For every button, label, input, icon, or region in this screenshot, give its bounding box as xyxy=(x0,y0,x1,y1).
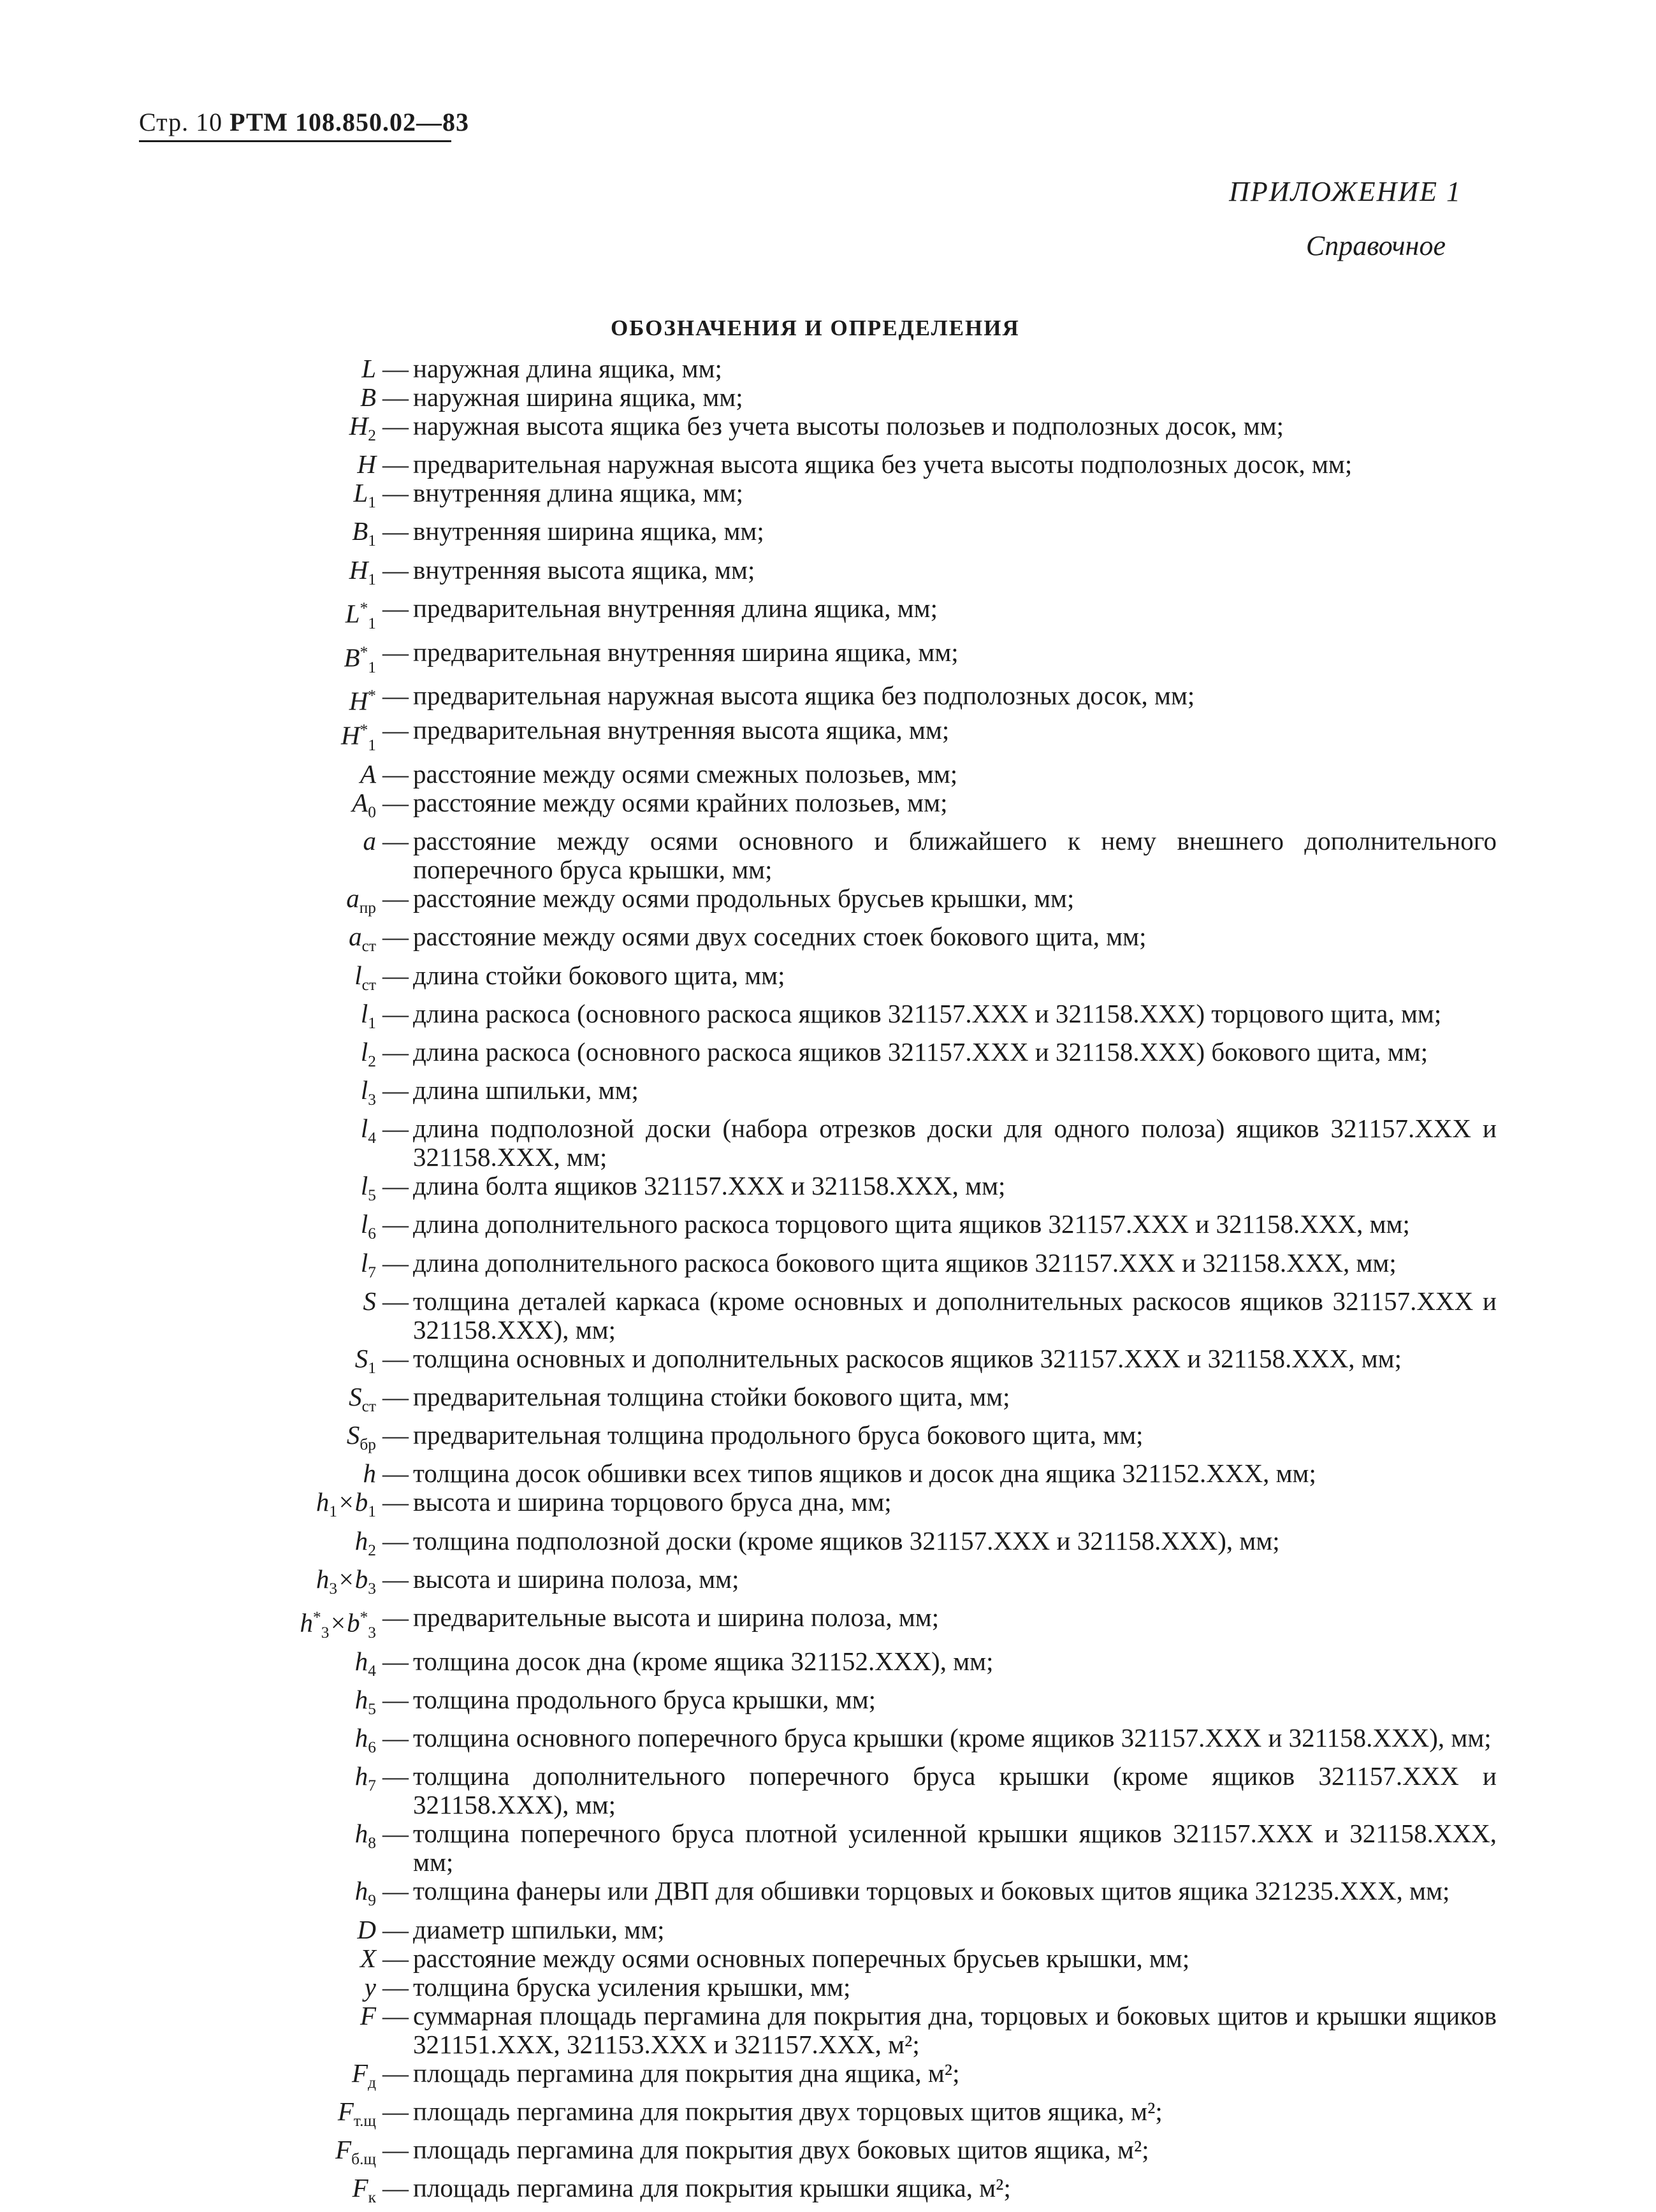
symbol-subscript: 3 xyxy=(329,1579,338,1597)
symbol: $h_6$ xyxy=(354,1723,376,1757)
symbol: X xyxy=(360,1943,376,1973)
dash: — xyxy=(382,1248,409,1277)
definition-text: площадь пергамина для покрытия двух боковых щитов ящика, м²; xyxy=(413,2134,1149,2164)
definition-entry xyxy=(236,517,1497,555)
definition-entry xyxy=(236,2059,1497,2097)
symbol-superscript: * xyxy=(360,1608,368,1626)
definition-entry xyxy=(236,412,1497,450)
symbol-subscript: 4 xyxy=(368,1129,376,1147)
dash: — xyxy=(382,1646,409,1676)
symbol: $l_5$ xyxy=(360,1171,376,1205)
definition-entry xyxy=(236,681,1497,716)
dash: — xyxy=(382,681,409,711)
symbol-subscript: 1 xyxy=(368,1359,376,1377)
symbol-subscript: ст xyxy=(361,1397,376,1416)
dash: — xyxy=(382,2096,409,2126)
symbol-subscript: б.щ xyxy=(351,2150,376,2169)
definitions-list xyxy=(236,354,1497,2212)
symbol-subscript: 2 xyxy=(368,1541,376,1559)
symbol-subscript: 1 xyxy=(368,614,376,632)
definition-entry xyxy=(236,1210,1497,1248)
dash: — xyxy=(382,1382,409,1411)
definition-entry xyxy=(236,1527,1497,1565)
definition-entry xyxy=(236,1249,1497,1287)
symbol: $h_5$ xyxy=(354,1684,376,1719)
definition-entry xyxy=(236,1287,1497,1344)
definition-text: внутренняя высота ящика, мм; xyxy=(413,555,755,585)
dash: — xyxy=(382,1209,409,1239)
symbol: $S_1$ xyxy=(354,1343,376,1377)
symbol-superscript: * xyxy=(360,721,368,739)
symbol: $A_0$ xyxy=(352,787,376,822)
definition-text: длина раскоса (основного раскоса ящиков 321157.ХХХ и 321158.ХХХ) торцового щита, мм; xyxy=(413,998,1442,1028)
dash: — xyxy=(382,1761,409,1791)
symbol-subscript: 2 xyxy=(368,426,376,445)
dash: — xyxy=(382,354,409,383)
definition-text: наружная ширина ящика, мм; xyxy=(413,382,743,412)
dash: — xyxy=(382,787,409,817)
symbol: L xyxy=(361,354,376,383)
definition-entry xyxy=(236,1603,1497,1647)
definition-entry xyxy=(236,2002,1497,2059)
definition-entry xyxy=(236,1421,1497,1459)
symbol: $l_1$ xyxy=(360,998,376,1032)
symbol-subscript: 0 xyxy=(368,803,376,822)
symbol: $S_{бр}$ xyxy=(346,1420,376,1454)
appendix-kind: Справочное xyxy=(1305,230,1446,261)
symbol: $S_{ст}$ xyxy=(349,1382,376,1416)
definition-text: расстояние между осями основного и ближайшего к нему внешнего дополнительного поперечного бруса крышки, мм; xyxy=(413,826,1497,885)
definition-entry xyxy=(236,961,1497,1000)
definition-entry xyxy=(236,1724,1497,1762)
section-title: ОБОЗНАЧЕНИЯ И ОПРЕДЕЛЕНИЯ xyxy=(611,316,1020,340)
dash: — xyxy=(382,1525,409,1555)
symbol-subscript: 3 xyxy=(368,1091,376,1109)
definition-text: толщина досок дна (кроме ящика 321152.ХХХ), мм; xyxy=(413,1646,994,1676)
definition-text: внутренняя ширина ящика, мм; xyxy=(413,516,764,546)
symbol-subscript: 1 xyxy=(368,1503,376,1521)
dash: — xyxy=(382,759,409,789)
definition-text: толщина основного поперечного бруса крышки (кроме ящиков 321157.ХХХ и 321158.ХХХ), мм; xyxy=(413,1723,1492,1753)
definition-entry xyxy=(236,1973,1497,2002)
dash: — xyxy=(382,449,409,479)
definition-text: толщина подполозной доски (кроме ящиков 321157.ХХХ и 321158.ХХХ), мм; xyxy=(413,1525,1280,1555)
symbol-superscript: * xyxy=(360,643,368,661)
definition-text: площадь пергамина для покрытия двух торцовых щитов ящика, м²; xyxy=(413,2096,1163,2126)
definition-text: наружная длина ящика, мм; xyxy=(413,354,722,383)
symbol: $H_2$ xyxy=(349,411,376,445)
definition-text: диаметр шпильки, мм; xyxy=(413,1914,665,1944)
symbol: $l_2$ xyxy=(360,1037,376,1071)
dash: — xyxy=(382,715,409,745)
dash: — xyxy=(382,1037,409,1066)
dash: — xyxy=(382,1459,409,1488)
dash: — xyxy=(382,1723,409,1753)
symbol-subscript: ст xyxy=(361,937,376,956)
symbol: $L^*_1$ xyxy=(345,599,376,632)
definition-text: толщина основных и дополнительных раскосов ящиков 321157.ХХХ и 321158.ХХХ, мм; xyxy=(413,1343,1402,1373)
appendix-label: ПРИЛОЖЕНИЕ 1 xyxy=(1229,176,1462,207)
definition-entry xyxy=(236,1819,1497,1877)
symbol-subscript: 8 xyxy=(368,1834,376,1852)
dash: — xyxy=(382,1487,409,1517)
definition-text: предварительная внутренняя длина ящика, мм; xyxy=(413,593,938,623)
dash: — xyxy=(382,637,409,667)
definition-text: толщина фанеры или ДВП для обшивки торцовых и боковых щитов ящика 321235.ХХХ, мм; xyxy=(413,1876,1450,1906)
definition-text: предварительная толщина стойки бокового щита, мм; xyxy=(413,1382,1010,1411)
symbol: $F_{т.щ}$ xyxy=(337,2096,376,2130)
symbol-subscript: пр xyxy=(359,899,376,917)
dash: — xyxy=(382,2000,409,2030)
definition-text: предварительная толщина продольного бруса бокового щита, мм; xyxy=(413,1420,1144,1450)
definition-text: длина дополнительного раскоса торцового щита ящиков 321157.ХХХ и 321158.ХХХ, мм; xyxy=(413,1209,1410,1239)
symbol-subscript: 4 xyxy=(368,1661,376,1680)
symbol: $L_1$ xyxy=(353,478,376,512)
definition-text: расстояние между осями продольных брусьев крышки, мм; xyxy=(413,884,1075,913)
dash: — xyxy=(382,1972,409,2002)
definition-entry xyxy=(236,1944,1497,1973)
dash: — xyxy=(382,1286,409,1316)
symbol: $h^*_3\times b^*_3$ xyxy=(300,1608,376,1641)
symbol: $h_2$ xyxy=(354,1525,376,1559)
definition-text: наружная высота ящика без учета высоты полозьев и подполозных досок, мм; xyxy=(413,411,1284,440)
definition-entry xyxy=(236,479,1497,517)
dash: — xyxy=(382,555,409,585)
dash: — xyxy=(382,1602,409,1632)
definition-text: предварительная внутренняя высота ящика, мм; xyxy=(413,715,950,745)
dash: — xyxy=(382,1914,409,1944)
definition-entry xyxy=(236,354,1497,383)
symbol: h xyxy=(363,1459,376,1488)
symbol-subscript: 7 xyxy=(368,1263,376,1281)
symbol: $H^*_1$ xyxy=(340,720,376,754)
definition-entry xyxy=(236,556,1497,594)
definition-text: длина шпильки, мм; xyxy=(413,1075,639,1105)
symbol-subscript: 3 xyxy=(321,1623,330,1641)
symbol: $B^*_1$ xyxy=(344,643,376,676)
symbol: H xyxy=(357,449,376,479)
symbol: $h_7$ xyxy=(354,1761,376,1795)
symbol: $l_7$ xyxy=(360,1248,376,1281)
dash: — xyxy=(382,1420,409,1450)
definition-entry xyxy=(236,1565,1497,1603)
symbol: $B_1$ xyxy=(352,516,376,550)
definition-entry xyxy=(236,827,1497,884)
definition-entry xyxy=(236,1172,1497,1210)
symbol: B xyxy=(360,382,376,412)
symbol: $H_1$ xyxy=(349,555,376,588)
definition-text: площадь пергамина для покрытия крышки ящика, м²; xyxy=(413,2173,1011,2203)
definition-entry xyxy=(236,1685,1497,1724)
symbol: $l_3$ xyxy=(360,1075,376,1109)
symbol-subscript: 5 xyxy=(368,1186,376,1205)
definition-text: расстояние между осями крайних полозьев, мм; xyxy=(413,787,948,817)
definition-text: предварительные высота и ширина полоза, мм; xyxy=(413,1602,940,1632)
symbol: $F_{б.щ}$ xyxy=(335,2134,376,2169)
definition-entry xyxy=(236,1114,1497,1172)
definition-text: длина стойки бокового щита, мм; xyxy=(413,960,785,990)
symbol-subscript: 1 xyxy=(368,736,376,754)
symbol: $h_9$ xyxy=(354,1876,376,1910)
symbol: a xyxy=(363,826,376,856)
definition-text: толщина деталей каркаса (кроме основных и дополнительных раскосов ящиков 321157.ХХХ и 321158.ХХХ), мм; xyxy=(413,1286,1497,1344)
definition-text: толщина поперечного бруса плотной усиленной крышки ящиков 321157.ХХХ и 321158.ХХХ, мм; xyxy=(413,1819,1497,1877)
definition-text: суммарная площадь пергамина для покрытия дна, торцовых и боковых щитов и крышки ящиков 321151.ХХХ, 321153.ХХХ и 321157.ХХХ, м²; xyxy=(413,2000,1497,2059)
dash: — xyxy=(382,382,409,412)
definition-entry xyxy=(236,2136,1497,2174)
definition-entry xyxy=(236,716,1497,760)
symbol: $l_6$ xyxy=(360,1209,376,1243)
symbol: $h_1\times b_1$ xyxy=(316,1487,376,1521)
definition-entry xyxy=(236,922,1497,961)
definition-entry xyxy=(236,1916,1497,1944)
symbol: $F_д$ xyxy=(352,2058,376,2092)
symbol: $l_{ст}$ xyxy=(354,960,376,994)
dash: — xyxy=(382,826,409,856)
dash: — xyxy=(382,1684,409,1714)
definition-text: высота и ширина полоза, мм; xyxy=(413,1564,739,1594)
definition-text: площадь пергамина для покрытия дна ящика, м²; xyxy=(413,2058,960,2088)
definition-entry xyxy=(236,760,1497,789)
definition-entry xyxy=(236,1459,1497,1488)
dash: — xyxy=(382,516,409,546)
symbol-subscript: 3 xyxy=(368,1579,376,1597)
symbol-subscript: 3 xyxy=(368,1623,376,1641)
definition-text: толщина дополнительного поперечного бруса крышки (кроме ящиков 321157.ХХХ и 321158.ХХХ), мм; xyxy=(413,1761,1497,1820)
symbol: H* xyxy=(349,687,376,717)
symbol: $a_{ст}$ xyxy=(349,922,376,956)
dash: — xyxy=(382,1819,409,1849)
symbol-subscript: 9 xyxy=(368,1891,376,1910)
page-header xyxy=(139,107,469,137)
symbol-superscript: * xyxy=(360,599,368,617)
definition-entry xyxy=(236,1383,1497,1421)
dash: — xyxy=(382,998,409,1028)
symbol: $F_к$ xyxy=(352,2173,376,2207)
symbol-subscript: 2 xyxy=(368,1052,376,1071)
definition-text: длина болта ящиков 321157.ХХХ и 321158.ХХХ, мм; xyxy=(413,1171,1006,1201)
symbol: S xyxy=(363,1286,376,1316)
symbol: $l_4$ xyxy=(360,1114,376,1147)
dash: — xyxy=(382,411,409,440)
symbol: $h_3\times b_3$ xyxy=(316,1564,376,1597)
definition-entry xyxy=(236,1076,1497,1114)
definition-entry xyxy=(236,1488,1497,1526)
definition-entry xyxy=(236,1647,1497,1685)
page-number: Стр. 10 xyxy=(139,108,223,136)
dash: — xyxy=(382,2058,409,2088)
header-rule xyxy=(139,140,451,142)
definition-entry xyxy=(236,1762,1497,1819)
symbol-subscript: т.щ xyxy=(353,2111,376,2130)
definition-text: длина дополнительного раскоса бокового щита ящиков 321157.ХХХ и 321158.ХХХ, мм; xyxy=(413,1248,1397,1277)
document-code: РТМ 108.850.02—83 xyxy=(229,108,469,136)
definition-entry xyxy=(236,1877,1497,1915)
symbol-subscript: 1 xyxy=(368,493,376,512)
symbol: D xyxy=(357,1914,376,1944)
definition-text: расстояние между осями двух соседних стоек бокового щита, мм; xyxy=(413,922,1147,952)
dash: — xyxy=(382,1343,409,1373)
definition-text: внутренняя длина ящика, мм; xyxy=(413,478,744,508)
dash: — xyxy=(382,1114,409,1144)
symbol-subscript: 1 xyxy=(368,570,376,588)
definition-entry xyxy=(236,450,1497,479)
symbol-subscript: к xyxy=(368,2188,376,2207)
definition-text: высота и ширина торцового бруса дна, мм; xyxy=(413,1487,892,1517)
dash: — xyxy=(382,960,409,990)
symbol-subscript: 1 xyxy=(368,1014,376,1032)
definition-text: предварительная наружная высота ящика без учета высоты подполозных досок, мм; xyxy=(413,449,1353,479)
definition-text: толщина бруска усиления крышки, мм; xyxy=(413,1972,851,2002)
dash: — xyxy=(382,2173,409,2203)
dash: — xyxy=(382,478,409,508)
symbol-subscript: 6 xyxy=(368,1738,376,1757)
definition-entry xyxy=(236,2097,1497,2136)
definition-text: длина подполозной доски (набора отрезков доски для одного полоза) ящиков 321157.ХХХ и 321158.ХХХ, мм; xyxy=(413,1114,1497,1172)
symbol-subscript: 1 xyxy=(329,1503,338,1521)
definition-text: длина раскоса (основного раскоса ящиков 321157.ХХХ и 321158.ХХХ) бокового щита, мм; xyxy=(413,1037,1428,1066)
definition-entry xyxy=(236,638,1497,682)
symbol-subscript: ст xyxy=(361,975,376,994)
symbol: F xyxy=(360,2000,376,2030)
symbol-subscript: 7 xyxy=(368,1777,376,1795)
symbol-subscript: 1 xyxy=(368,658,376,676)
definition-text: предварительная внутренняя ширина ящика, мм; xyxy=(413,637,959,667)
dash: — xyxy=(382,1876,409,1906)
definition-entry xyxy=(236,2174,1497,2212)
definition-entry xyxy=(236,789,1497,827)
definition-entry xyxy=(236,1344,1497,1383)
dash: — xyxy=(382,2134,409,2164)
definition-entry xyxy=(236,884,1497,922)
dash: — xyxy=(382,1171,409,1201)
definition-text: предварительная наружная высота ящика без подполозных досок, мм; xyxy=(413,681,1195,711)
dash: — xyxy=(382,922,409,952)
symbol-subscript: 1 xyxy=(368,532,376,550)
symbol: A xyxy=(360,759,376,789)
definition-text: толщина досок обшивки всех типов ящиков и досок дна ящика 321152.ХХХ, мм; xyxy=(413,1459,1316,1488)
symbol: $a_{пр}$ xyxy=(346,884,376,917)
dash: — xyxy=(382,1943,409,1973)
symbol-superscript: * xyxy=(368,687,376,705)
definition-text: расстояние между осями смежных полозьев, мм; xyxy=(413,759,958,789)
dash: — xyxy=(382,884,409,913)
dash: — xyxy=(382,1075,409,1105)
symbol: $h_4$ xyxy=(354,1646,376,1680)
definition-entry xyxy=(236,1000,1497,1038)
dash: — xyxy=(382,1564,409,1594)
symbol-subscript: д xyxy=(368,2073,376,2092)
definition-text: расстояние между осями основных поперечных брусьев крышки, мм; xyxy=(413,1943,1190,1973)
definition-text: толщина продольного бруса крышки, мм; xyxy=(413,1684,876,1714)
definition-entry xyxy=(236,594,1497,638)
symbol-subscript: 5 xyxy=(368,1700,376,1719)
symbol-subscript: 6 xyxy=(368,1225,376,1243)
symbol: y xyxy=(364,1972,376,2002)
symbol-subscript: бр xyxy=(360,1436,376,1454)
symbol: $h_8$ xyxy=(354,1819,376,1852)
dash: — xyxy=(382,593,409,623)
definition-entry xyxy=(236,1038,1497,1076)
symbol-superscript: * xyxy=(313,1608,321,1626)
definition-entry xyxy=(236,383,1497,412)
